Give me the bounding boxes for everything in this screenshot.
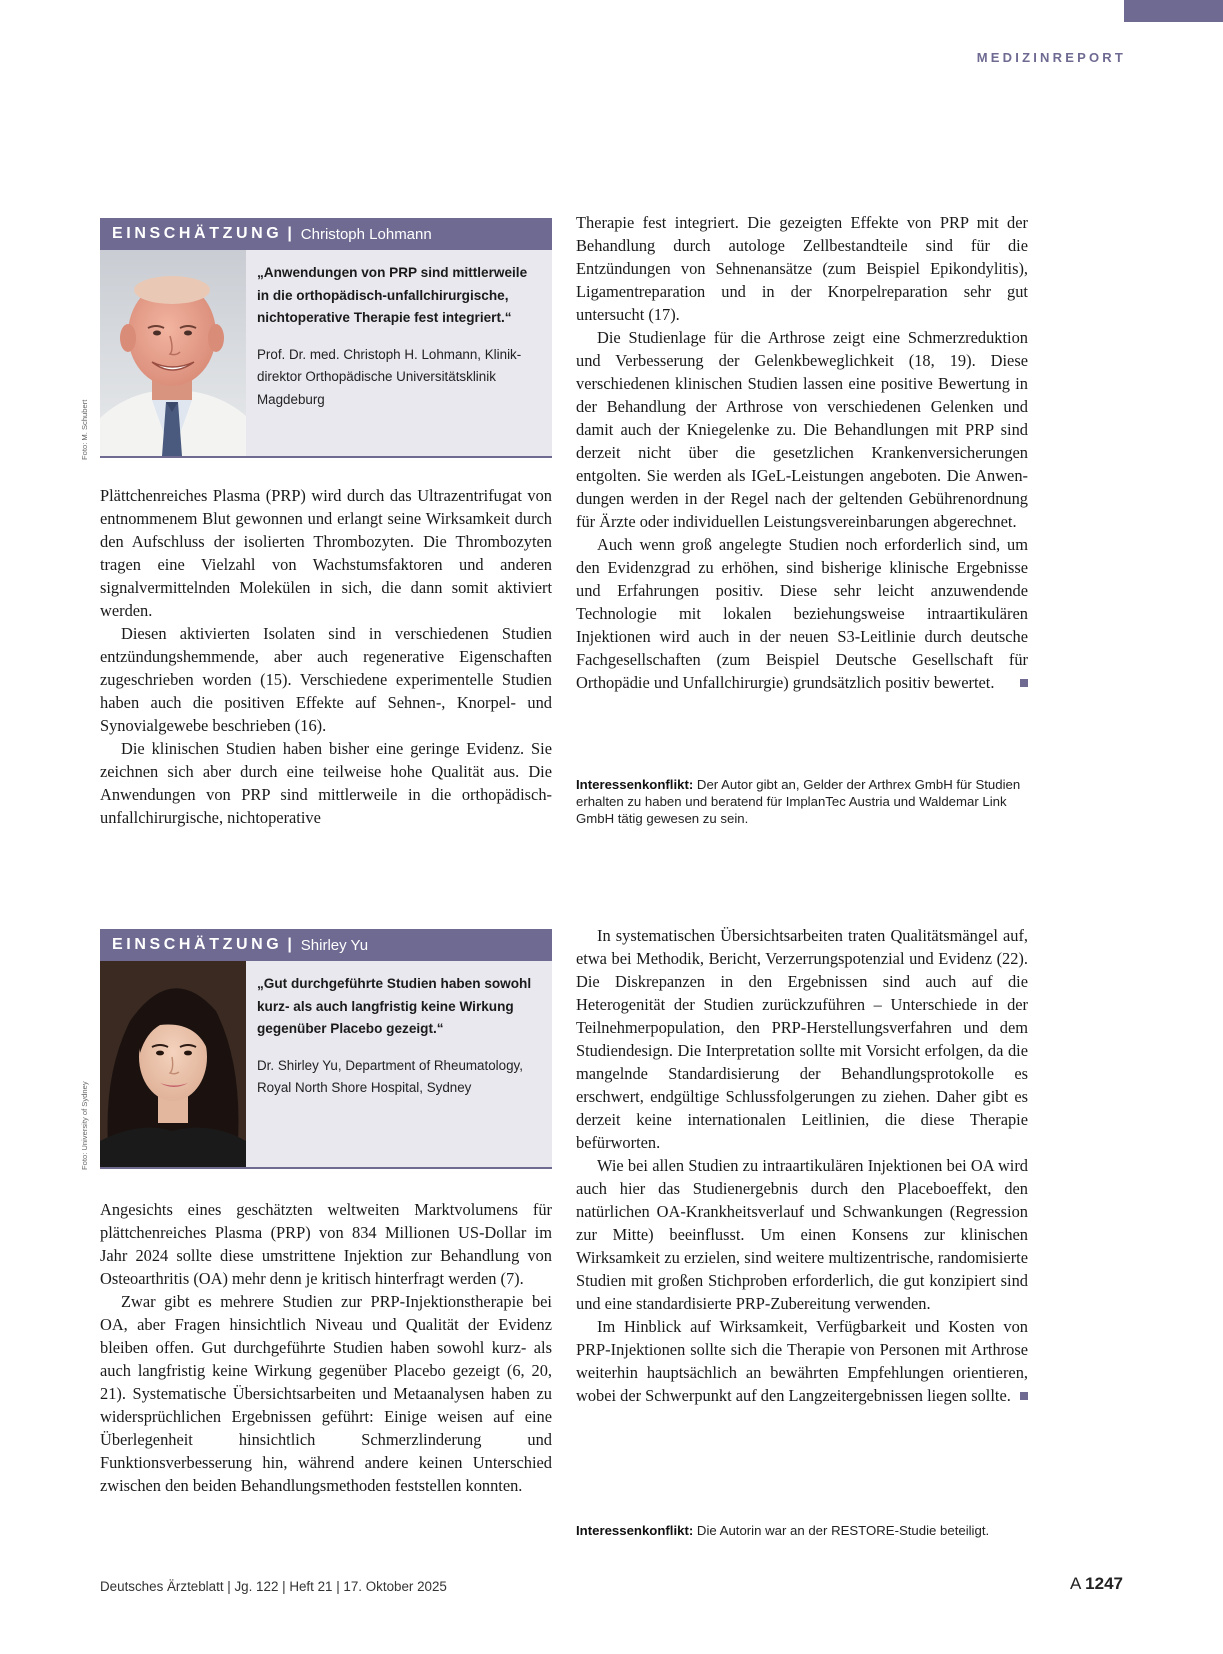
pull-quote: „Anwendungen von PRP sind mittlerweile in die orthopädisch-unfallchirurgische, nichtoperative Therapie fest integriert.“ [257, 265, 528, 325]
paragraph: Diesen aktivierten Isolaten sind in verschiedenen Studien entzündungshemmende, aber auch regenerative Eigenschaften zugeschrieben worden (15). Verschiedene experimentelle Studien haben auch die positiven Effekte auf Sehnen-, Knorpel- und Synovialgewebe beschrieben (16). [100, 624, 552, 735]
box-text [257, 973, 542, 1100]
paragraph: Die Studienlage für die Arthrose zeigt eine Schmerzreduktion und Verbesserung der Gelenkbeweglichkeit (18, 19). Diese verschiedenen klinischen Studien lassen eine positive Bewertung in der Behandlung der Arthrose von verschiedenen Gelenken und damit auch der Kniegelenke zu. Die Behandlungen mit PRP sind derzeit nicht über die gesetzlichen Krankenversicherungen entgolten. Sie werden als IGeL-Leistungen angeboten. Die Anwendungen werden in der Regel nach der geltenden Gebührenordnung für Ärzte oder individuellen Leistungsvereinbarungen abgerechnet. [576, 328, 1028, 531]
assessment-box-header [100, 218, 552, 250]
paragraph-text: Auch wenn groß angelegte Studien noch erforderlich sind, um den Evidenzgrad zu erhöhen, sind bisherige klinische Ergebnisse und Erfahrungen positiv. Diese sehr leicht anzuwendende Technologie mit lokalen beziehungsweise intraartikulären Injektionen wird auch in der neuen S3-Leitlinie durch deutsche Fachgesellschaften (zum Beispiel Deutsche Gesellschaft für Orthopädie und Unfallchirurgie) grundsätzlich positiv bewertet. [576, 535, 1028, 692]
conflict-label: Interessenkonflikt: [576, 777, 694, 792]
journal-citation: Deutsches Ärzteblatt | Jg. 122 | Heft 21 | 17. Oktober 2025 [100, 1579, 447, 1594]
box-keyword: EINSCHÄTZUNG [112, 936, 283, 953]
assessment-box-header [100, 929, 552, 961]
paragraph: In systematischen Übersichtsarbeiten traten Qualitätsmängel auf, etwa bei Methodik, Bericht, Verzerrungspotenzial und Evidenz (22). Die Diskrepanzen in den Ergebnissen sind auch auf die Heterogenität der Studien zurückzuführen – Unterschiede in der Teilnehmerpopulation, den PRP-Herstellungsverfahren und dem Studiendesign. Die Interpretation sollte mit Vorsicht erfolgen, da die mangelnde Standardisierung der Behandlungsprotokolle es erschwert, endgültige Schlussfolgerungen zu ziehen. Daher gibt es derzeit keine internationalen Leitlinien, die diese Therapie befürworten. [576, 926, 1028, 1152]
article1-right-column [576, 211, 1028, 694]
author-portrait-photo [100, 250, 246, 456]
page-number [1070, 1574, 1123, 1594]
paragraph: Zwar gibt es mehrere Studien zur PRP-Injektionstherapie bei OA, aber Fragen hinsichtlich Niveau und Qualität der Evidenz bleiben offen. Gut durchgeführte Studien haben sowohl kurz- als auch langfristig keine Wirkung gegenüber Placebo gezeigt (6, 20, 21). Systematische Übersichtsarbeiten und Metaanalysen haben zu widersprüchlichen Ergebnissen geführt: Einige weisen auf eine Überlegenheit hinsichtlich Schmerzlinderung und Funktionsverbesserung hin, während andere keinen Unterschied zwischen den beiden Behandlungsmethoden feststellen konnten. [100, 1292, 552, 1495]
article2-left-column [100, 1198, 552, 1497]
conflict-of-interest-note [576, 777, 1028, 827]
paragraph: Die klinischen Studien haben bisher eine geringe Evidenz. Sie zeichnen sich aber durch eine teilweise hohe Qualität aus. Die Anwendungen von PRP sind mittlerweile in die orthopädisch-unfallchirurgische, nichtoperative [100, 739, 552, 827]
box-text [257, 262, 542, 411]
end-of-article-mark [1020, 679, 1028, 687]
author-portrait-photo [100, 961, 246, 1167]
paragraph [576, 1315, 1028, 1407]
article2-right-column [576, 924, 1028, 1407]
conflict-label: Interessenkonflikt: [576, 1523, 694, 1538]
paragraph: Angesichts eines geschätzten weltweiten Marktvolumens für plättchenreiches Plasma (PRP) von 834 Millionen US-Dollar im Jahr 2024 sollte diese umstrittene Injektion zur Behandlung von Osteoarthritis (OA) mehr denn je kritisch hinterfragt werden (7). [100, 1200, 552, 1288]
page-number-value: 1247 [1085, 1574, 1123, 1593]
photo-credit: Foto: M. Schubert [80, 399, 89, 460]
paragraph: Therapie fest integriert. Die gezeigten Effekte von PRP mit der Behandlung durch autologe Zellbestandteile sind für die Entzündungen von Sehnenansätze (zum Beispiel Epikondylitis), Ligamentreparation und in der Knorpelreparation sehr gut untersucht (17). [576, 213, 1028, 324]
corner-accent-bar [1124, 0, 1223, 22]
box-author-name: Shirley Yu [300, 936, 369, 954]
paragraph [576, 533, 1028, 694]
pull-quote: „Gut durchgeführte Studien haben sowohl kurz- als auch langfristig keine Wirkung gegenüber Placebo gezeigt.“ [257, 976, 532, 1036]
conflict-text: Der Autor gibt an, Gelder der Arthrex GmbH für Studien erhalten zu haben und beratend für ImplanTec Austria und Waldemar Link GmbH tätig gewesen zu sein. [576, 777, 1021, 826]
box-separator: | [287, 936, 292, 953]
box-author-name: Christoph Lohmann [300, 225, 432, 243]
end-of-article-mark [1020, 1392, 1028, 1400]
section-label: MEDIZINREPORT [976, 50, 1126, 65]
assessment-box-yu [100, 929, 552, 1169]
author-byline: Dr. Shirley Yu, Department of Rheumatology, Royal North Shore Hospital, Sydney [257, 1057, 523, 1095]
author-byline: Prof. Dr. med. Christoph H. Lohmann, Klinikdirektor Orthopädische Universitätsklinik Magdeburg [257, 346, 522, 407]
box-separator: | [287, 225, 292, 242]
paragraph: Wie bei allen Studien zu intraartikulären Injektionen bei OA wird auch hier das Studienergebnis durch den Placeboeffekt, den natürlichen OA-Krankheitsverlauf und Schwankungen (Regression zur Mitte) beeinflusst. Um einen Konsens zur klinischen Wirksamkeit zu erzielen, sind weitere multizentrische, randomisierte Studien mit großen Stichproben erforderlich, die gut konzipiert sind und eine standardisierte PRP-Zubereitung verwenden. [576, 1156, 1028, 1313]
assessment-box-body [100, 250, 552, 458]
assessment-box-lohmann [100, 218, 552, 458]
paragraph-text: Im Hinblick auf Wirksamkeit, Verfügbarkeit und Kosten von PRP-Injektionen sollte sich die Therapie von Personen mit Arthrose weiterhin hauptsächlich an bewährten Empfehlungen orientieren, wobei der Schwerpunkt auf den Langzeitergebnissen liegen sollte. [576, 1317, 1028, 1405]
conflict-text: Die Autorin war an der RESTORE-Studie beteiligt. [693, 1523, 990, 1538]
article1-left-column [100, 484, 552, 829]
conflict-of-interest-note [576, 1523, 1028, 1540]
photo-credit: Foto: University of Sydney [80, 1081, 89, 1170]
assessment-box-body [100, 961, 552, 1169]
paragraph: Plättchenreiches Plasma (PRP) wird durch das Ultrazentrifugat von entnommenem Blut gewonnen und erlangt seine Wirksamkeit durch den Aufschluss der isolierten Thrombozyten. Die Thrombozyten tragen eine Vielzahl von Wachstumsfaktoren und anderen signalvermittelnden Molekülen in sich, die dann somit aktiviert werden. [100, 486, 552, 620]
box-keyword: EINSCHÄTZUNG [112, 225, 283, 242]
page-prefix: A [1070, 1574, 1086, 1593]
